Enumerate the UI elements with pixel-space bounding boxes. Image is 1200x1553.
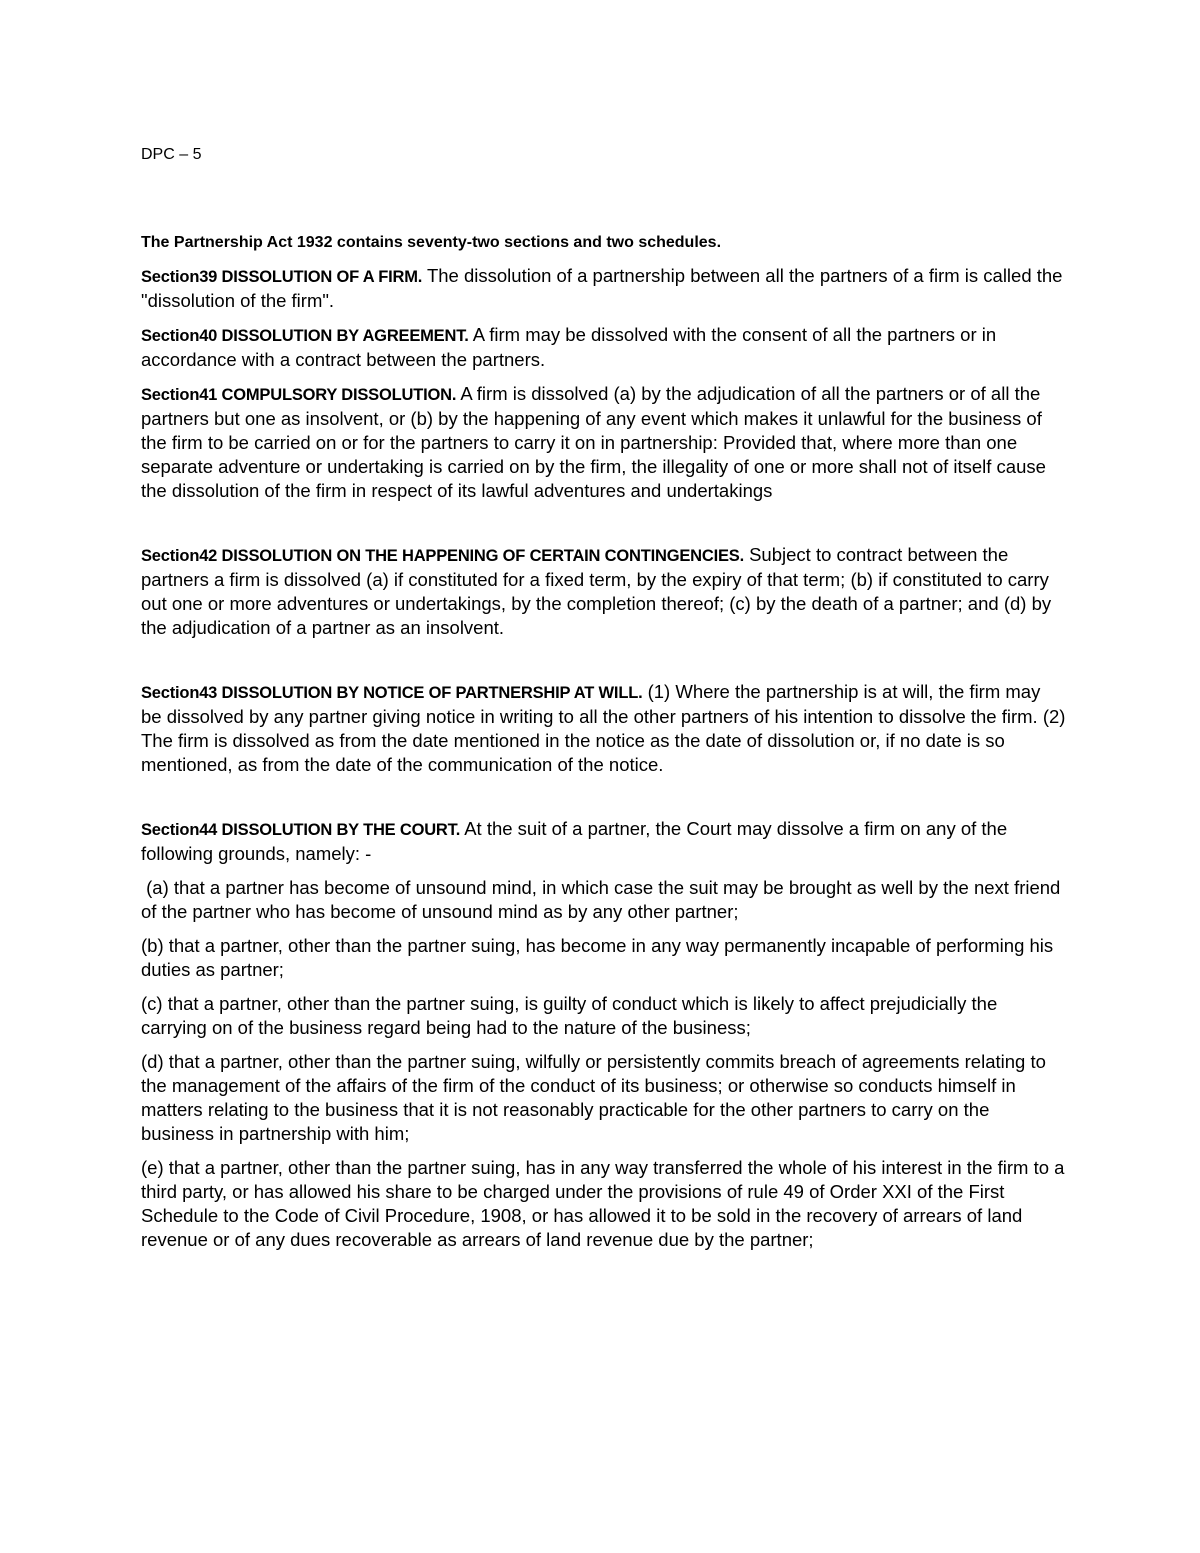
section-text: A firm may be dissolved with the consent of all the partners or in accordance with a contract between the partners. xyxy=(141,324,997,370)
ground-d: (d) that a partner, other than the partner suing, wilfully or persistently commits breach of agreements relating to the management of the affairs of the firm of the conduct of its business; or otherwise so conducts himself in matters relating to the business that it is not reasonably practicable for the other partners to carry on the business in partnership with him; xyxy=(141,1051,1046,1144)
intro-statement: The Partnership Act 1932 contains seventy-two sections and two schedules. xyxy=(141,234,722,251)
ground-c: (c) that a partner, other than the partner suing, is guilty of conduct which is likely to affect prejudicially the carrying on of the business regard being had to the nature of the business; xyxy=(141,993,998,1038)
section-44 xyxy=(141,817,1066,866)
ground-e: (e) that a partner, other than the partner suing, has in any way transferred the whole of his interest in the firm to a third party, or has allowed his share to be charged under the provisions of rule 49 of Order XXI of the First Schedule to the Code of Civil Procedure, 1908, or has allowed it to be sold in the recovery of arrears of land revenue or of any dues recoverable as arrears of land revenue due by the partner; xyxy=(141,1157,1065,1250)
section-heading: Section41 COMPULSORY DISSOLUTION. xyxy=(141,386,457,404)
document-body xyxy=(141,144,1066,1252)
section-heading: Section40 DISSOLUTION BY AGREEMENT. xyxy=(141,327,469,345)
ground-b: (b) that a partner, other than the partner suing, has become in any way permanently incapable of performing his duties as partner; xyxy=(141,935,1054,980)
section-heading: Section43 DISSOLUTION BY NOTICE OF PARTNERSHIP AT WILL. xyxy=(141,684,643,702)
section-text: A firm is dissolved (a) by the adjudication of all the partners or of all the partners but one as insolvent, or (b) by the happening of any event which makes it unlawful for the business of the firm to be carried on or for the partners to carry it on in partnership: Provided that, where more than one separate adventure or undertaking is carried on by the firm, the illegality of one or more shall not of itself cause the dissolution of the firm in respect of its lawful adventures and undertakings xyxy=(141,383,1046,501)
section-text: (1) Where the partnership is at will, the firm may be dissolved by any partner giving notice in writing to all the other partners of his intention to dissolve the firm. (2) The firm is dissolved as from the date mentioned in the notice as the date of dissolution or, if no date is so mentioned, as from the date of the communication of the notice. xyxy=(141,681,1066,775)
section-42 xyxy=(141,543,1066,640)
section-39 xyxy=(141,264,1066,313)
section-heading: Section39 DISSOLUTION OF A FIRM. xyxy=(141,268,423,286)
section-text: The dissolution of a partnership between all the partners of a firm is called the "dissolution of the firm". xyxy=(141,265,1063,311)
section-heading: Section44 DISSOLUTION BY THE COURT. xyxy=(141,821,461,839)
section-40 xyxy=(141,323,1066,372)
section-heading: Section42 DISSOLUTION ON THE HAPPENING OF CERTAIN CONTINGENCIES. xyxy=(141,547,744,565)
section-41 xyxy=(141,382,1066,503)
ground-a: (a) that a partner has become of unsound mind, in which case the suit may be brought as well by the next friend of the partner who has become of unsound mind as by any other partner; xyxy=(141,877,1066,922)
section-text: At the suit of a partner, the Court may dissolve a firm on any of the following grounds, namely: - xyxy=(141,818,1008,864)
section-43 xyxy=(141,680,1066,777)
section-text: Subject to contract between the partners a firm is dissolved (a) if constituted for a fixed term, by the expiry of that term; (b) if constituted to carry out one or more adventures or undertakings, by the completion thereof; (c) by the death of a partner; and (d) by the adjudication of a partner as an insolvent. xyxy=(141,544,1052,638)
document-code: DPC – 5 xyxy=(141,146,202,163)
